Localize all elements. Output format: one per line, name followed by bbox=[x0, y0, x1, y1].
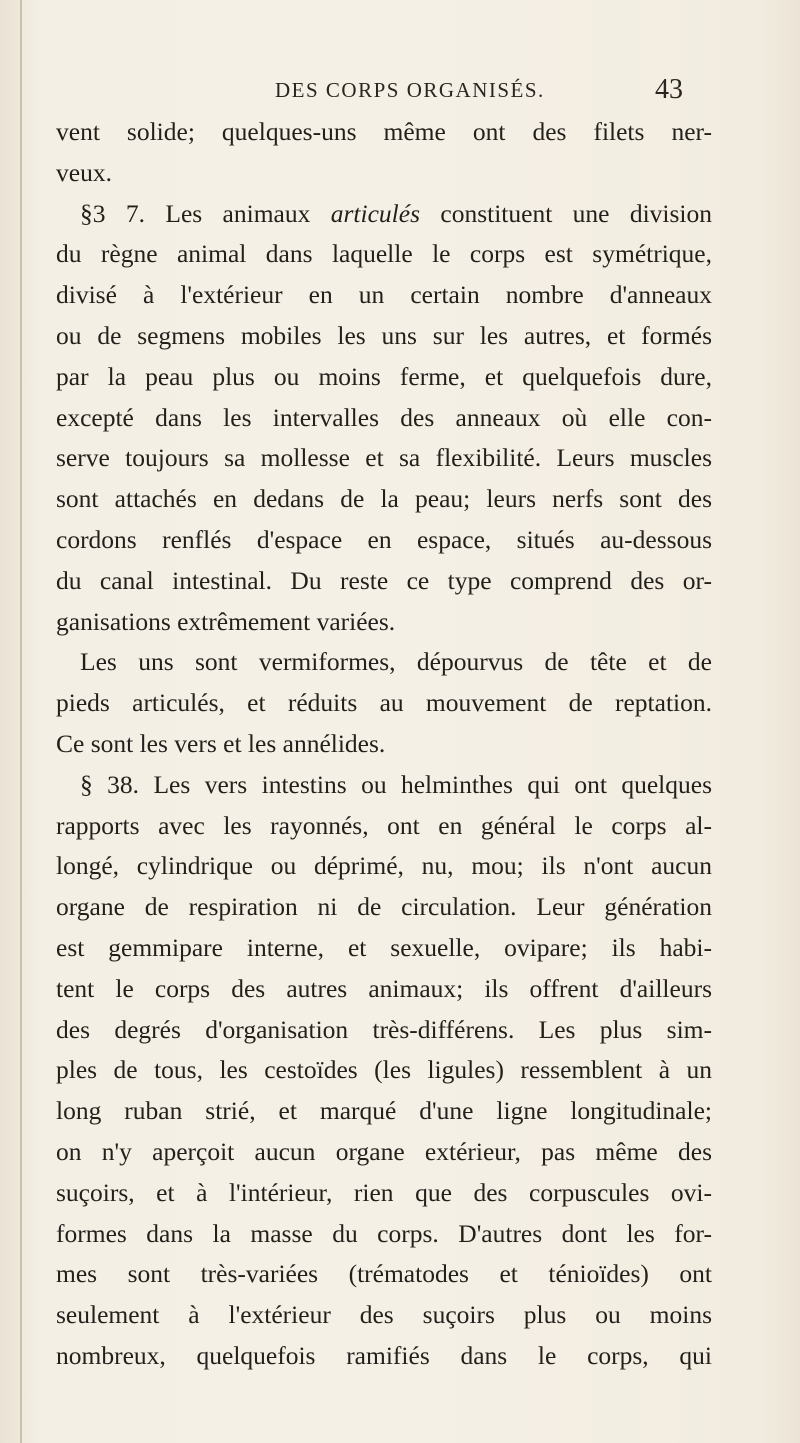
text-line: rapports avec les rayonnés, ont en général le corps al- bbox=[56, 810, 712, 840]
text-line bbox=[56, 194, 712, 235]
text-line: cordons renflés d'espace en espace, situés au-dessous bbox=[56, 524, 712, 554]
section-7-rest: constituent une division bbox=[440, 198, 713, 228]
text-line: organe de respiration ni de circulation. Leur génération bbox=[56, 892, 712, 922]
text-line: on n'y aperçoit aucun organe extérieur, pas même des bbox=[56, 1136, 712, 1166]
text-line: excepté dans les intervalles des anneaux où elle con- bbox=[56, 402, 712, 432]
running-head: DES CORPS ORGANISÉS. bbox=[275, 78, 545, 102]
text-line: par la peau plus ou moins ferme, et quelquefois dure, bbox=[56, 361, 712, 391]
text-line: du canal intestinal. Du reste ce type comprend des or- bbox=[56, 565, 712, 595]
text-line: longé, cylindrique ou déprimé, nu, mou; ils n'ont aucun bbox=[56, 851, 712, 881]
text-line: ou de segmens mobiles les uns sur les autres, et formés bbox=[56, 320, 712, 350]
text-line: suçoirs, et à l'intérieur, rien que des corpuscules ovi- bbox=[56, 1177, 712, 1207]
text-line: Les uns sont vermiformes, dépourvus de tête et de bbox=[80, 647, 712, 677]
text-line: tent le corps des autres animaux; ils offrent d'ailleurs bbox=[56, 973, 712, 1003]
text-line: long ruban strié, et marqué d'une ligne longitudinale; bbox=[56, 1096, 712, 1126]
section-7-lead: §3 7. Les animaux bbox=[80, 198, 311, 228]
text-line: § 38. Les vers intestins ou helminthes qui ont quelques bbox=[80, 769, 712, 799]
text-line: serve toujours sa mollesse et sa flexibilité. Leurs muscles bbox=[56, 443, 712, 473]
text-line: des degrés d'organisation très-différens. Les plus sim- bbox=[56, 1014, 712, 1044]
page-header bbox=[0, 74, 800, 114]
text-line: est gemmipare interne, et sexuelle, ovipare; ils habi- bbox=[56, 932, 712, 962]
text-line: seulement à l'extérieur des suçoirs plus ou moins bbox=[56, 1300, 712, 1330]
text-line: ganisations extrêmement variées. bbox=[56, 606, 396, 636]
text-line: formes dans la masse du corps. D'autres dont les for- bbox=[56, 1218, 712, 1248]
text-line: mes sont très-variées (trématodes et ténioïdes) ont bbox=[56, 1259, 712, 1289]
text-line: nombreux, quelquefois ramifiés dans le corps, qui bbox=[56, 1340, 712, 1370]
page-gutter-edge bbox=[20, 0, 22, 1443]
italic-term-articules: articulés bbox=[330, 198, 420, 228]
text-line: sont attachés en dedans de la peau; leurs nerfs sont des bbox=[56, 484, 712, 514]
text-line: du règne animal dans laquelle le corps est symétrique, bbox=[56, 239, 712, 269]
text-line: vent solide; quelques-uns même ont des filets ner- bbox=[56, 117, 712, 146]
text-line: pieds articulés, et réduits au mouvement de reptation. bbox=[56, 688, 712, 718]
text-line: veux. bbox=[56, 157, 112, 187]
text-line: Ce sont les vers et les annélides. bbox=[56, 728, 386, 758]
page-number: 43 bbox=[655, 74, 683, 105]
body-text bbox=[56, 112, 712, 1377]
text-line: ples de tous, les cestoïdes (les ligules) ressemblent à un bbox=[56, 1055, 712, 1085]
text-line: divisé à l'extérieur en un certain nombre d'anneaux bbox=[56, 280, 712, 310]
